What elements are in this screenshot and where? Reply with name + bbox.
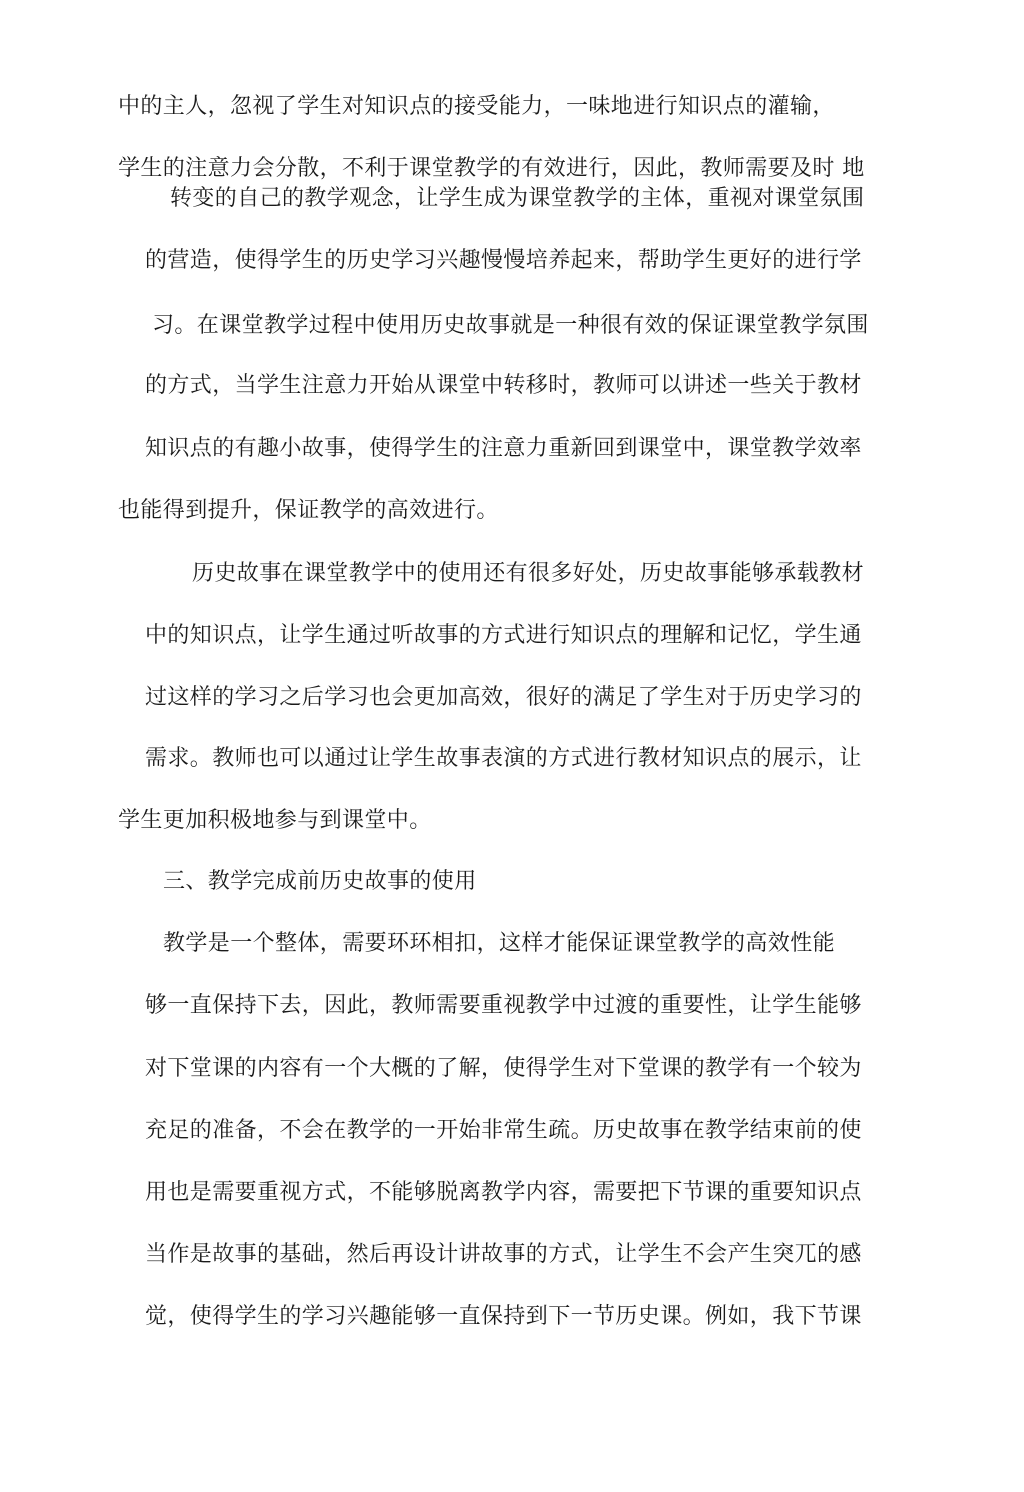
text-line-7: 知识点的有趣小故事，使得学生的注意力重新回到课堂中，课堂教学效率: [145, 436, 862, 461]
text-line-19: 用也是需要重视方式，不能够脱离教学内容，需要把下节课的重要知识点: [145, 1180, 862, 1205]
text-line-4: 的营造，使得学生的历史学习兴趣慢慢培养起来，帮助学生更好的进行学: [145, 248, 862, 273]
text-line-9: 历史故事在课堂教学中的使用还有很多好处，历史故事能够承载教材: [192, 561, 865, 586]
text-line-12: 需求。教师也可以通过让学生故事表演的方式进行教材知识点的展示，让: [145, 746, 862, 771]
text-line-8: 也能得到提升，保证教学的高效进行。: [118, 498, 499, 523]
text-line-5: 习。在课堂教学过程中使用历史故事就是一种很有效的保证课堂教学氛围: [152, 313, 869, 338]
text-line-20: 当作是故事的基础，然后再设计讲故事的方式，让学生不会产生突兀的感: [145, 1242, 862, 1267]
text-line-17: 对下堂课的内容有一个大概的了解，使得学生对下堂课的教学有一个较为: [145, 1056, 862, 1081]
text-line-16: 够一直保持下去，因此，教师需要重视教学中过渡的重要性，让学生能够: [145, 993, 862, 1018]
text-line-21: 觉，使得学生的学习兴趣能够一直保持到下一节历史课。例如，我下节课: [145, 1304, 862, 1329]
section-heading: 三、教学完成前历史故事的使用: [163, 869, 477, 894]
text-line-3: 转变的自己的教学观念，让学生成为课堂教学的主体，重视对课堂氛围: [170, 186, 865, 211]
text-line-1: 中的主人，忽视了学生对知识点的接受能力，一味地进行知识点的灌输，: [118, 94, 835, 119]
text-line-2: 学生的注意力会分散，不利于课堂教学的有效进行，因此，教师需要及时 地: [118, 156, 865, 181]
text-line-18: 充足的准备，不会在教学的一开始非常生疏。历史故事在教学结束前的使: [145, 1118, 862, 1143]
text-line-11: 过这样的学习之后学习也会更加高效，很好的满足了学生对于历史学习的: [145, 685, 862, 710]
text-line-13: 学生更加积极地参与到课堂中。: [118, 808, 432, 833]
text-line-6: 的方式，当学生注意力开始从课堂中转移时，教师可以讲述一些关于教材: [145, 373, 862, 398]
text-line-10: 中的知识点，让学生通过听故事的方式进行知识点的理解和记忆，学生通: [145, 623, 862, 648]
text-line-15: 教学是一个整体，需要环环相扣，这样才能保证课堂教学的高效性能: [163, 931, 836, 956]
